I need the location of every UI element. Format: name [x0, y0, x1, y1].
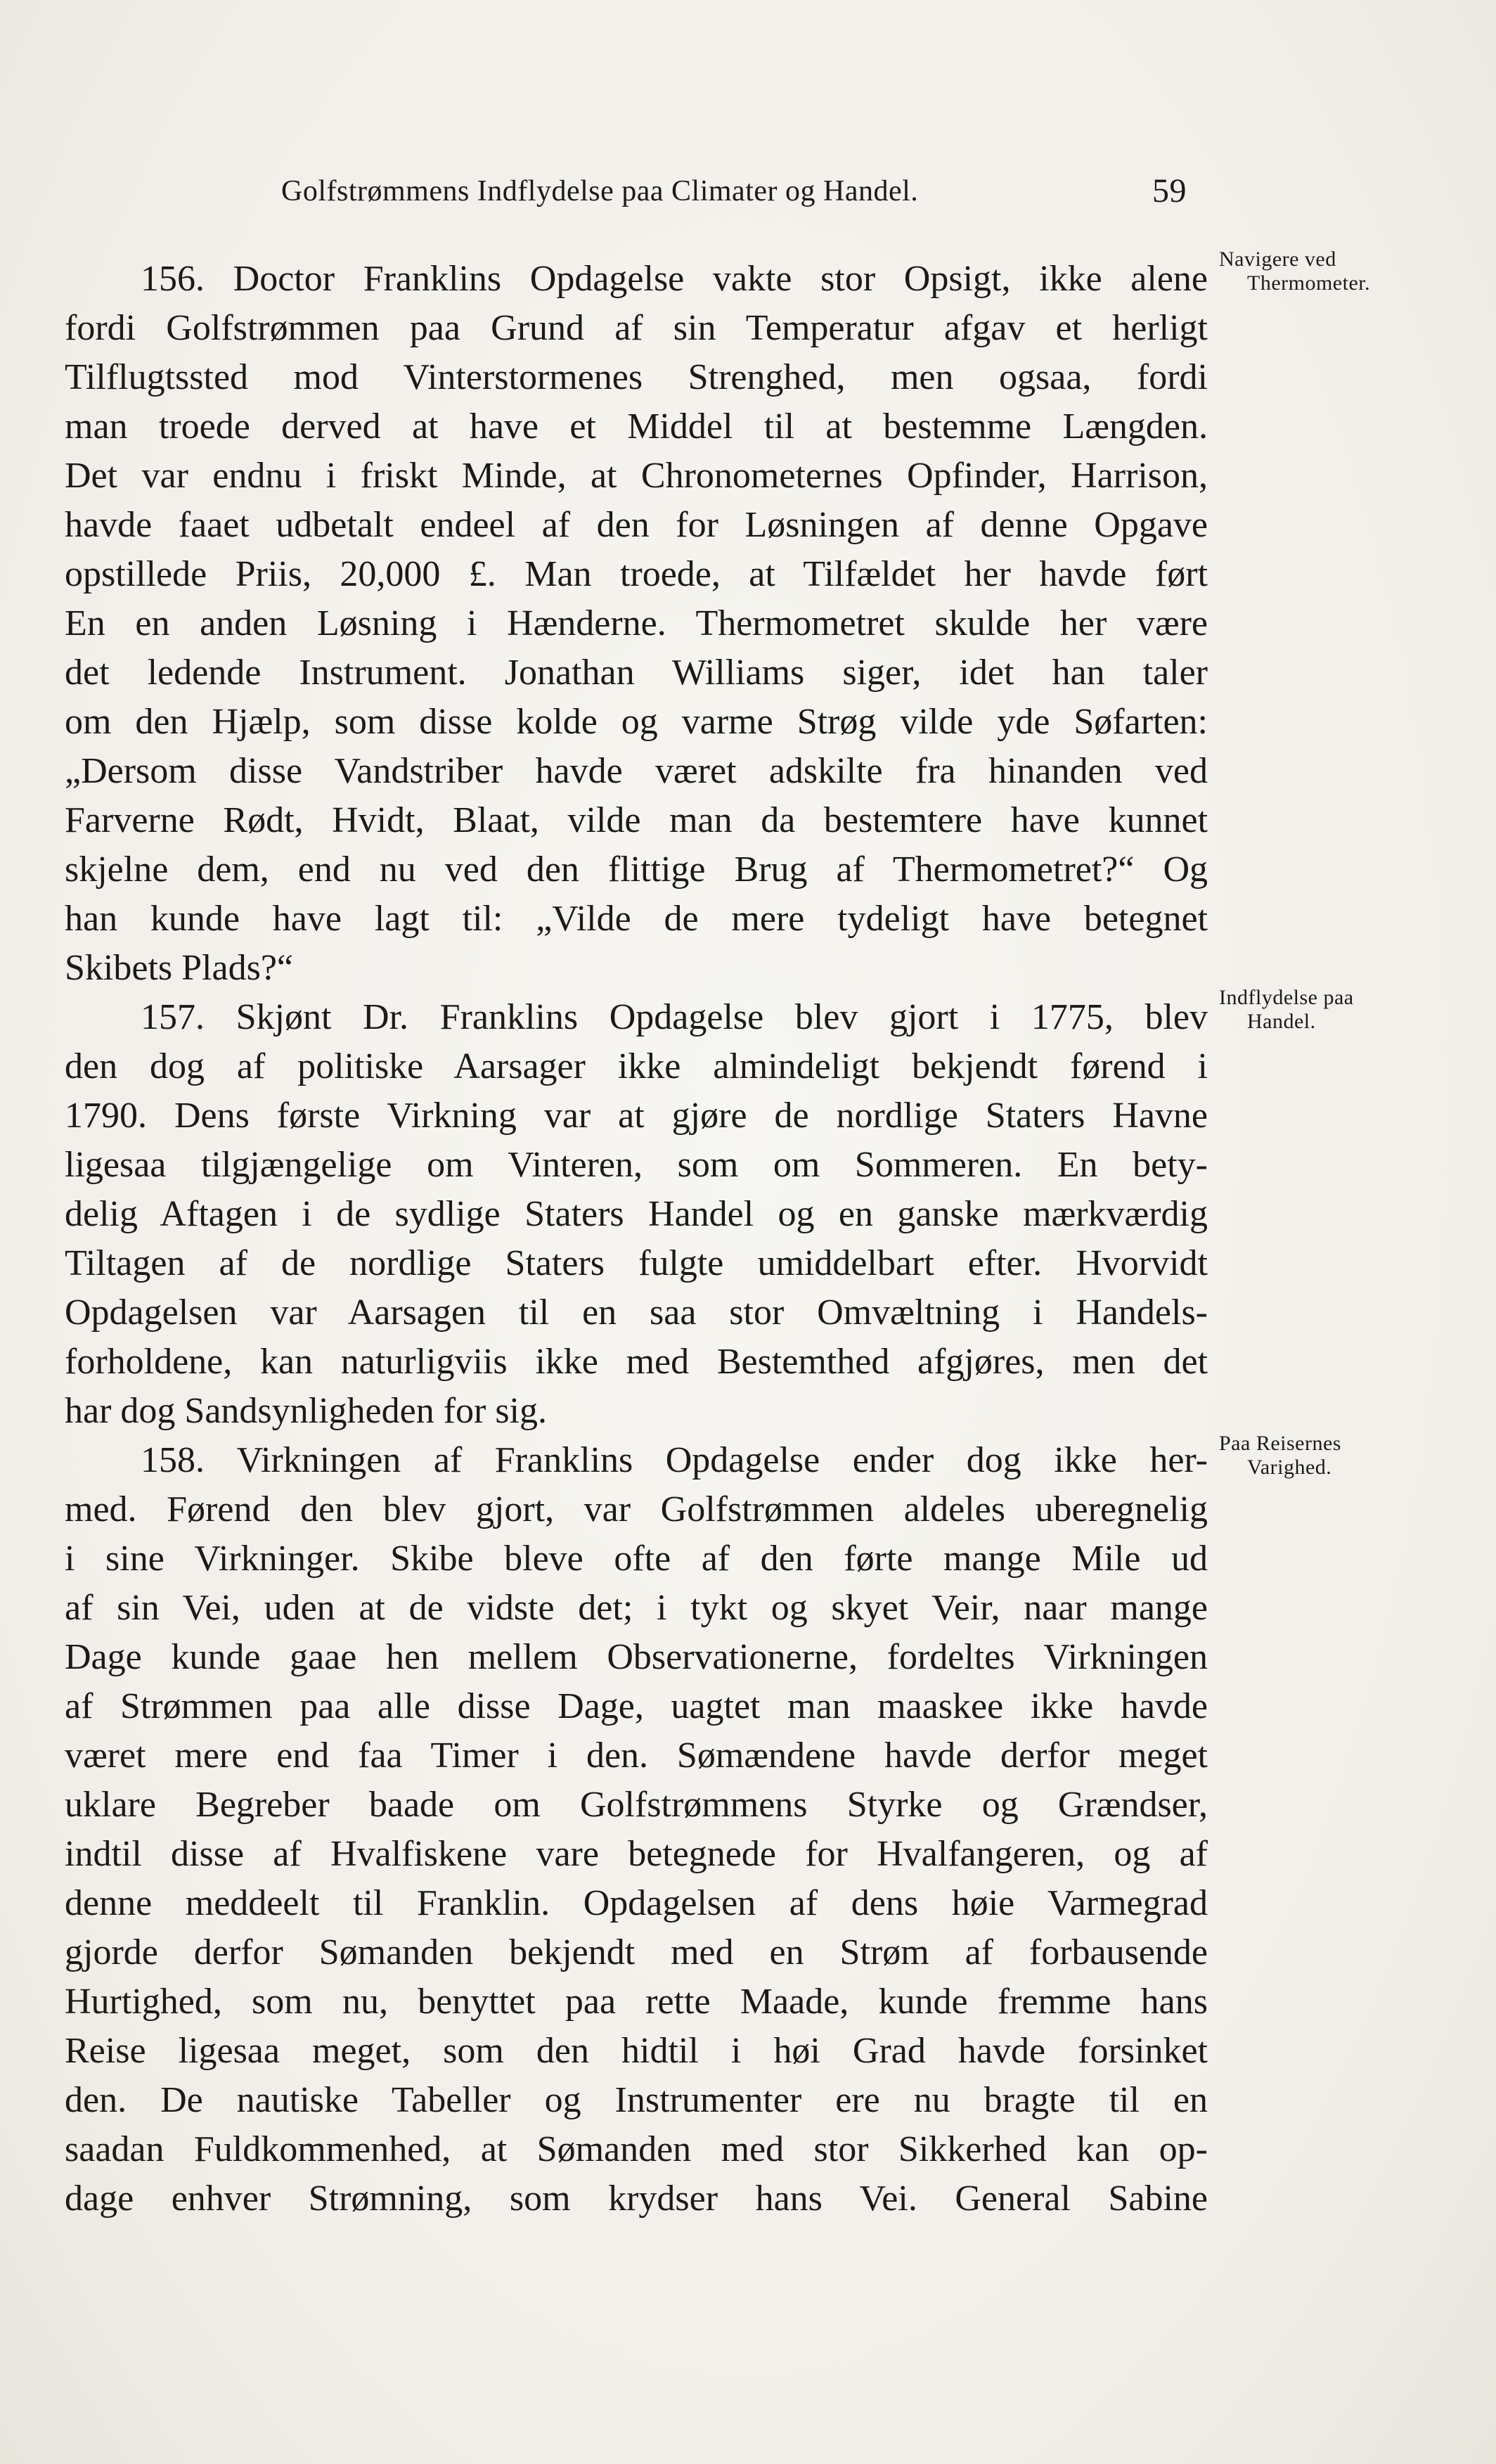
text-line: om den Hjælp, som disse kolde og varme Strøg vilde yde Søfarten: — [65, 702, 1208, 742]
text-line: af Strømmen paa alle disse Dage, uagtet man maaskee ikke havde — [65, 1686, 1208, 1726]
text-line: opstillede Priis, 20,000 £. Man troede, at Tilfældet her havde ført — [65, 554, 1208, 594]
text-line: „Dersom disse Vandstriber havde været adskilte fra hinanden ved — [65, 751, 1208, 791]
text-line: havde faaet udbetalt endeel af den for Løsningen af denne Opgave — [65, 505, 1208, 545]
text-line: Hurtighed, som nu, benyttet paa rette Maade, kunde fremme hans — [65, 1982, 1208, 2022]
text-line: indtil disse af Hvalfiskene vare betegnede for Hvalfangeren, og af — [65, 1834, 1208, 1874]
text-line: delig Aftagen i de sydlige Staters Handel og en ganske mærkværdig — [65, 1194, 1208, 1234]
text-line: 158. Virkningen af Franklins Opdagelse ender dog ikke her- — [141, 1440, 1208, 1480]
running-title: Golfstrømmens Indflydelse paa Climater og Handel. — [281, 175, 919, 207]
text-line: været mere end faa Timer i den. Sømændene havde derfor meget — [65, 1735, 1208, 1776]
marginal-note-indflydelse — [1219, 986, 1451, 1034]
text-line: gjorde derfor Sømanden bekjendt med en Strøm af forbausende — [65, 1932, 1208, 1972]
text-line: den dog af politiske Aarsager ikke almindeligt bekjendt førend i — [65, 1046, 1208, 1086]
text-line: Reise ligesaa meget, som den hidtil i høi Grad havde forsinket — [65, 2031, 1208, 2071]
text-line: denne meddeelt til Franklin. Opdagelsen af dens høie Varmegrad — [65, 1883, 1208, 1923]
marginal-note-line: Indflydelse paa — [1219, 986, 1354, 1009]
marginal-note-line: Thermometer. — [1247, 271, 1371, 295]
text-line: han kunde have lagt til: „Vilde de mere tydeligt have betegnet — [65, 899, 1208, 939]
text-line: har dog Sandsynligheden for sig. — [65, 1391, 548, 1431]
text-line: 157. Skjønt Dr. Franklins Opdagelse blev gjort i 1775, blev — [141, 997, 1208, 1037]
marginal-note-line: Handel. — [1247, 1010, 1316, 1033]
text-line: uklare Begreber baade om Golfstrømmens Styrke og Grændser, — [65, 1785, 1208, 1825]
marginal-note-navigere — [1219, 248, 1451, 295]
text-line: i sine Virkninger. Skibe bleve ofte af den førte mange Mile ud — [65, 1539, 1208, 1579]
running-head — [281, 174, 1209, 217]
text-line: Opdagelsen var Aarsagen til en saa stor Omvæltning i Handels- — [65, 1292, 1208, 1333]
text-line: 156. Doctor Franklins Opdagelse vakte stor Opsigt, ikke alene — [141, 259, 1208, 299]
text-line: Tilflugtssted mod Vinterstormenes Strenghed, men ogsaa, fordi — [65, 357, 1208, 397]
text-line: Dage kunde gaae hen mellem Observationerne, fordeltes Virkningen — [65, 1637, 1208, 1677]
text-line: Farverne Rødt, Hvidt, Blaat, vilde man da bestemtere have kunnet — [65, 800, 1208, 840]
marginal-note-line: Varighed. — [1247, 1456, 1332, 1479]
text-line: skjelne dem, end nu ved den flittige Brug af Thermometret?“ Og — [65, 849, 1208, 890]
marginal-note-line: Navigere ved — [1219, 248, 1336, 271]
text-line: Det var endnu i friskt Minde, at Chronometernes Opfinder, Harrison, — [65, 456, 1208, 496]
text-line: det ledende Instrument. Jonathan Williams siger, idet han taler — [65, 653, 1208, 693]
marginal-note-reisernes — [1219, 1432, 1451, 1480]
text-line: dage enhver Strømning, som krydser hans Vei. General Sabine — [65, 2179, 1208, 2219]
text-line: saadan Fuldkommenhed, at Sømanden med stor Sikkerhed kan op- — [65, 2129, 1208, 2169]
text-line: den. De nautiske Tabeller og Instrumenter ere nu bragte til en — [65, 2080, 1208, 2120]
text-line: ligesaa tilgjængelige om Vinteren, som om Sommeren. En bety- — [65, 1145, 1208, 1185]
text-line: af sin Vei, uden at de vidste det; i tykt og skyet Veir, naar mange — [65, 1588, 1208, 1628]
text-line: forholdene, kan naturligviis ikke med Bestemthed afgjøres, men det — [65, 1342, 1208, 1382]
text-line: man troede derved at have et Middel til at bestemme Længden. — [65, 406, 1208, 447]
text-line: Skibets Plads?“ — [65, 948, 293, 988]
text-line: med. Førend den blev gjort, var Golfstrømmen aldeles uberegnelig — [65, 1489, 1208, 1529]
text-line: fordi Golfstrømmen paa Grund af sin Temperatur afgav et herligt — [65, 308, 1208, 348]
marginal-note-line: Paa Reisernes — [1219, 1432, 1341, 1455]
text-line: En en anden Løsning i Hænderne. Thermometret skulde her være — [65, 603, 1208, 643]
page-number: 59 — [1152, 172, 1187, 210]
text-line: 1790. Dens første Virkning var at gjøre de nordlige Staters Havne — [65, 1096, 1208, 1136]
text-line: Tiltagen af de nordlige Staters fulgte umiddelbart efter. Hvorvidt — [65, 1243, 1208, 1283]
